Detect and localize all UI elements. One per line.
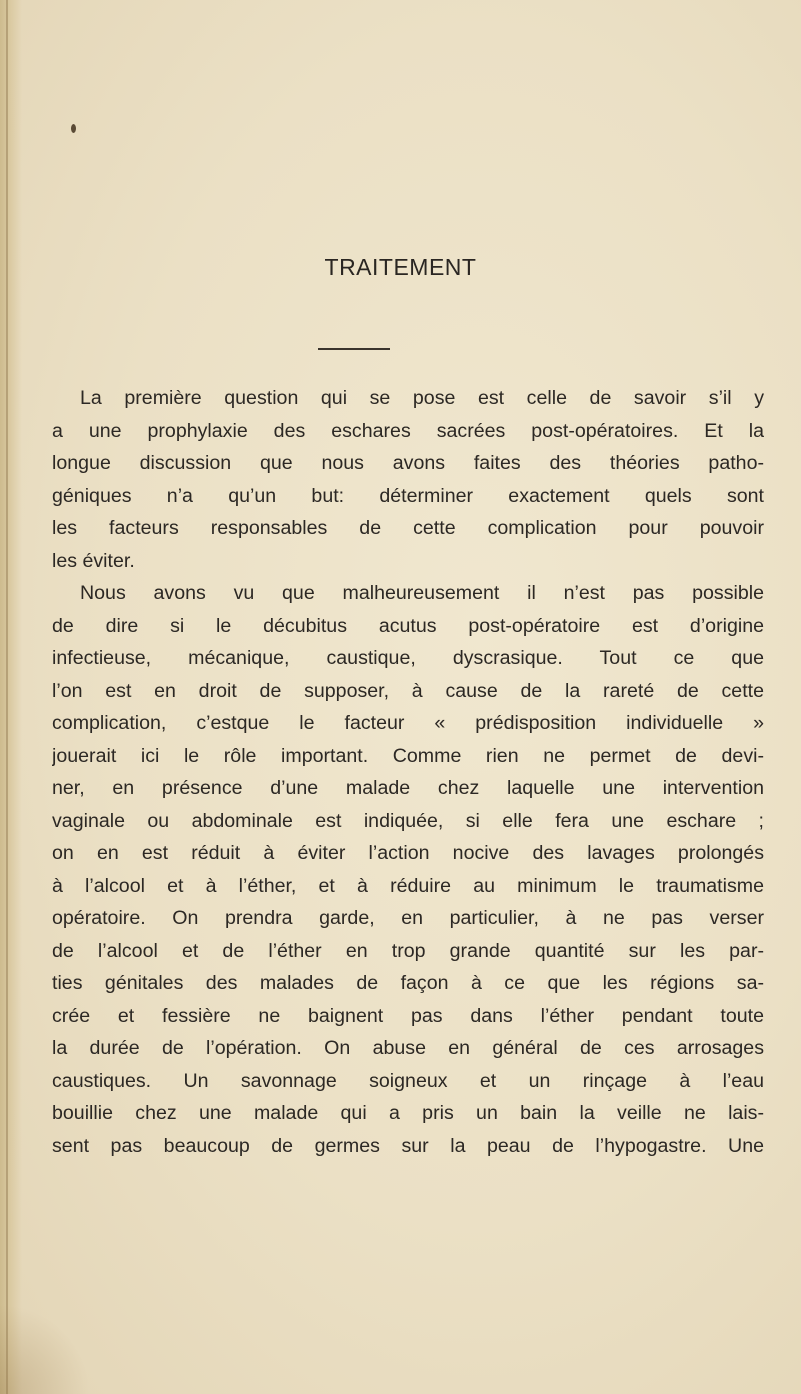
text-line: longue discussion que nous avons faites des théories patho-	[52, 452, 764, 474]
text-line: ties génitales des malades de façon à ce que les régions sa-	[52, 972, 764, 994]
text-line: géniques n’a qu’un but: déterminer exactement quels sont	[52, 484, 764, 507]
text-line: de l’alcool et de l’éther en trop grande quantité sur les par-	[52, 939, 764, 962]
ink-speck	[71, 124, 76, 133]
text-line: vaginale ou abdominale est indiquée, si elle fera une eschare ;	[52, 809, 764, 832]
text-line: on en est réduit à éviter l’action nocive des lavages prolongés	[52, 842, 764, 864]
text-line: les facteurs responsables de cette complication pour pouvoir	[52, 517, 764, 539]
text-line: caustiques. Un savonnage soigneux et un rinçage à l’eau	[52, 1069, 764, 1092]
corner-stain	[0, 1304, 90, 1394]
text-line: à l’alcool et à l’éther, et à réduire au minimum le traumatisme	[52, 874, 764, 897]
text-line: la durée de l’opération. On abuse en général de ces arrosages	[52, 1037, 764, 1059]
binding-shadow-line	[6, 0, 8, 1394]
text-line: jouerait ici le rôle important. Comme rien ne permet de devi-	[52, 744, 764, 767]
text-line: sent pas beaucoup de germes sur la peau de l’hypogastre. Une	[52, 1134, 764, 1157]
title-rule	[318, 348, 390, 350]
page-binding-edge	[0, 0, 22, 1394]
body-text	[52, 382, 764, 1162]
text-line: crée et fessière ne baignent pas dans l’éther pendant toute	[52, 1004, 764, 1027]
text-line: bouillie chez une malade qui a pris un bain la veille ne lais-	[52, 1102, 764, 1124]
text-line: les éviter.	[52, 549, 135, 572]
text-line: opératoire. On prendra garde, en particulier, à ne pas verser	[52, 907, 764, 929]
text-line: infectieuse, mécanique, caustique, dyscrasique. Tout ce que	[52, 647, 764, 669]
text-line: l’on est en droit de supposer, à cause de la rareté de cette	[52, 679, 764, 702]
text-line: de dire si le décubitus acutus post-opératoire est d’origine	[52, 614, 764, 637]
text-line: a une prophylaxie des eschares sacrées post-opératoires. Et la	[52, 419, 764, 442]
text-line: ner, en présence d’une malade chez laquelle une intervention	[52, 777, 764, 799]
page-title: TRAITEMENT	[324, 254, 477, 280]
text-line: Nous avons vu que malheureusement il n’est pas possible	[80, 582, 764, 604]
text-line: complication, c’estque le facteur « prédisposition individuelle »	[52, 712, 764, 734]
text-line: La première question qui se pose est celle de savoir s’il y	[80, 387, 764, 409]
